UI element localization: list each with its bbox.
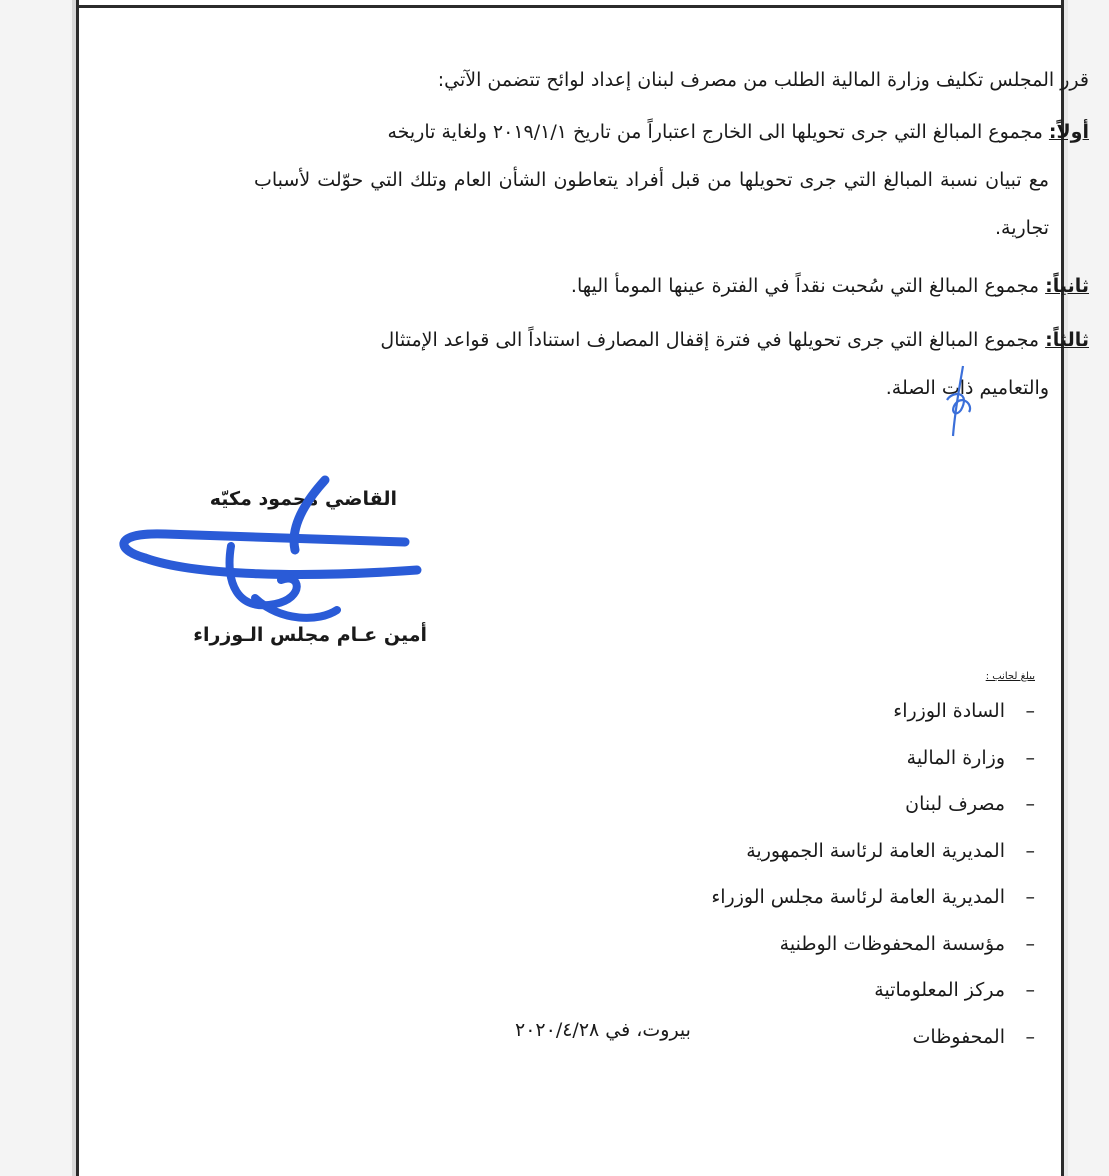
item-text-third: مجموع المبالغ التي جرى تحويلها في فترة إقفال المصارف استناداً الى قواعد الإمتثال [380, 329, 1040, 351]
item-lead-second: ثانياً: [1045, 275, 1089, 297]
recipient-label: مركز المعلوماتية [874, 979, 1005, 1001]
signatory-title: أمين عـام مجلس الـوزراء [193, 624, 427, 646]
decision-item-first [254, 108, 1089, 252]
list-item [711, 1014, 1035, 1061]
list-item [711, 828, 1035, 875]
list-dash: – [1025, 839, 1035, 862]
item-continuation-third: والتعاميم ذات الصلة. [885, 377, 1049, 399]
list-dash: – [1025, 979, 1035, 1001]
item-lead-third: ثالثاً: [1045, 329, 1089, 351]
list-dash: – [1025, 1025, 1035, 1048]
recipient-label: المحفوظات [912, 1025, 1005, 1048]
list-dash: – [1025, 746, 1035, 769]
list-item [711, 921, 1035, 968]
list-item [711, 874, 1035, 921]
date-line: بيروت، في ٢٠٢٠/٤/٢٨ [515, 1019, 691, 1041]
top-border-rule [79, 5, 1061, 8]
document-page [76, 0, 1089, 1176]
decision-item-second [229, 262, 1089, 310]
initials-mark [941, 360, 981, 440]
distribution-list [711, 688, 1035, 1060]
distribution-heading: يبلغ لجانب : [985, 671, 1035, 682]
list-item [711, 781, 1035, 828]
recipient-label: المديرية العامة لرئاسة الجمهورية [746, 839, 1005, 862]
signature-mark [105, 472, 425, 632]
list-dash: – [1025, 700, 1035, 722]
recipient-label: المديرية العامة لرئاسة مجلس الوزراء [711, 886, 1005, 908]
list-item [711, 688, 1035, 735]
item-text-second: مجموع المبالغ التي سُحبت نقداً في الفترة عينها المومأ اليها. [570, 275, 1040, 297]
recipient-label: مؤسسة المحفوظات الوطنية [779, 932, 1005, 955]
list-dash: – [1025, 886, 1035, 908]
recipient-label: مصرف لبنان [905, 793, 1005, 815]
recipient-label: وزارة المالية [906, 746, 1005, 769]
decision-intro: قرر المجلس تكليف وزارة المالية الطلب من مصرف لبنان إعداد لوائح تتضمن الآتي: [437, 69, 1089, 91]
list-dash: – [1025, 793, 1035, 815]
list-dash: – [1025, 932, 1035, 955]
list-item [711, 735, 1035, 782]
recipient-label: السادة الوزراء [893, 700, 1005, 722]
item-lead-first: أولاً: [1048, 121, 1089, 143]
item-text-first: مجموع المبالغ التي جرى تحويلها الى الخارج اعتباراً من تاريخ ٢٠١٩/١/١ ولغاية تاريخه [387, 121, 1043, 143]
list-item [711, 967, 1035, 1014]
signatory-name: القاضي محمود مكيّه [209, 488, 397, 510]
item-continuation-first: مع تبيان نسبة المبالغ التي جرى تحويلها من قبل أفراد يتعاطون الشأن العام وتلك التي حوّلت لأسباب تجارية. [254, 169, 1049, 239]
